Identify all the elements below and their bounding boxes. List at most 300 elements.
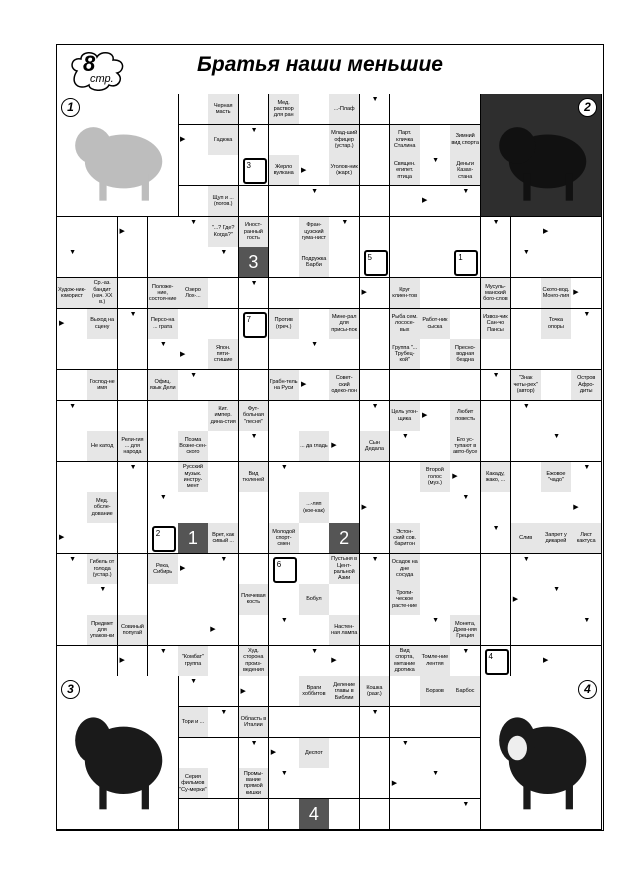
answer-cell[interactable] (208, 615, 239, 646)
answer-cell[interactable] (390, 676, 421, 707)
answer-cell[interactable] (87, 523, 118, 554)
answer-cell[interactable] (360, 94, 391, 125)
answer-cell[interactable] (299, 186, 330, 217)
answer-cell[interactable] (329, 278, 360, 309)
answer-cell[interactable] (450, 584, 481, 615)
answer-cell[interactable] (360, 278, 391, 309)
answer-cell[interactable] (420, 247, 451, 278)
answer-cell[interactable] (541, 554, 572, 585)
answer-cell[interactable] (541, 339, 572, 370)
answer-cell[interactable] (269, 799, 300, 830)
answer-cell[interactable] (541, 492, 572, 523)
answer-cell[interactable] (481, 615, 512, 646)
clue-cell: Озеро Лох-... (178, 278, 209, 309)
answer-cell[interactable] (390, 707, 421, 738)
answer-cell[interactable] (178, 125, 209, 156)
answer-cell[interactable] (239, 799, 270, 830)
answer-cell[interactable] (420, 186, 451, 217)
answer-cell[interactable] (511, 339, 542, 370)
answer-cell[interactable] (118, 462, 149, 493)
answer-cell[interactable] (450, 278, 481, 309)
answer-cell[interactable] (329, 247, 360, 278)
answer-cell[interactable] (299, 462, 330, 493)
answer-cell[interactable] (541, 615, 572, 646)
answer-cell[interactable] (450, 217, 481, 248)
answer-cell[interactable] (481, 401, 512, 432)
arrow-down-icon: ▼ (583, 463, 591, 471)
answer-cell[interactable] (239, 125, 270, 156)
clue-cell: Господ-не имя (87, 370, 118, 401)
answer-cell[interactable] (511, 492, 542, 523)
answer-cell[interactable] (511, 462, 542, 493)
answer-cell[interactable] (329, 217, 360, 248)
answer-cell[interactable] (299, 707, 330, 738)
answer-cell[interactable] (239, 492, 270, 523)
answer-cell[interactable] (481, 646, 512, 677)
clue-cell: ...-Плаф (329, 94, 360, 125)
answer-cell[interactable] (541, 370, 572, 401)
answer-cell[interactable] (450, 462, 481, 493)
arrow-down-icon: ▼ (69, 555, 77, 563)
answer-cell[interactable] (481, 217, 512, 248)
answer-cell[interactable] (118, 278, 149, 309)
answer-cell[interactable] (239, 738, 270, 769)
answer-cell[interactable] (239, 554, 270, 585)
answer-cell[interactable] (178, 738, 209, 769)
answer-cell[interactable] (57, 431, 88, 462)
clue-cell: Персо-на ... грата (148, 309, 179, 340)
answer-cell[interactable] (57, 523, 88, 554)
answer-cell[interactable] (148, 523, 179, 554)
answer-cell[interactable] (269, 431, 300, 462)
answer-cell[interactable] (420, 401, 451, 432)
answer-cell[interactable] (511, 247, 542, 278)
arrow-down-icon: ▼ (250, 433, 258, 441)
answer-cell[interactable] (450, 738, 481, 769)
answer-cell[interactable] (178, 401, 209, 432)
answer-cell[interactable] (57, 217, 88, 248)
answer-cell[interactable] (57, 309, 88, 340)
answer-cell[interactable] (511, 431, 542, 462)
answer-cell[interactable] (360, 462, 391, 493)
answer-cell[interactable] (299, 94, 330, 125)
answer-cell[interactable] (511, 554, 542, 585)
answer-cell[interactable] (239, 615, 270, 646)
answer-cell[interactable] (208, 492, 239, 523)
answer-cell[interactable] (57, 492, 88, 523)
puppy-photo (481, 676, 603, 830)
answer-cell[interactable] (118, 309, 149, 340)
answer-cell[interactable] (541, 646, 572, 677)
answer-cell[interactable] (239, 431, 270, 462)
answer-cell[interactable] (57, 339, 88, 370)
answer-cell[interactable] (329, 738, 360, 769)
clue-cell: Уголов-ник (жарг.) (329, 155, 360, 186)
answer-cell[interactable] (571, 247, 602, 278)
answer-cell[interactable] (178, 615, 209, 646)
answer-cell[interactable] (208, 584, 239, 615)
answer-cell[interactable] (360, 155, 391, 186)
answer-cell[interactable] (571, 462, 602, 493)
answer-cell[interactable] (571, 431, 602, 462)
answer-cell[interactable] (420, 431, 451, 462)
answer-cell[interactable] (239, 370, 270, 401)
answer-cell[interactable] (481, 370, 512, 401)
answer-cell[interactable] (208, 247, 239, 278)
answer-cell[interactable] (299, 523, 330, 554)
answer-cell[interactable] (571, 584, 602, 615)
answer-cell[interactable] (360, 339, 391, 370)
answer-cell[interactable] (360, 523, 391, 554)
answer-cell[interactable] (329, 492, 360, 523)
answer-cell[interactable] (299, 646, 330, 677)
answer-cell[interactable] (571, 615, 602, 646)
answer-cell[interactable] (541, 247, 572, 278)
answer-cell[interactable] (481, 584, 512, 615)
answer-cell[interactable] (208, 278, 239, 309)
answer-cell[interactable] (511, 584, 542, 615)
answer-cell[interactable] (420, 370, 451, 401)
answer-cell[interactable] (178, 186, 209, 217)
answer-cell[interactable] (299, 125, 330, 156)
answer-cell[interactable] (269, 247, 300, 278)
answer-cell[interactable] (329, 186, 360, 217)
answer-cell[interactable] (541, 401, 572, 432)
arrow-right-icon: ▶ (573, 503, 579, 511)
answer-cell[interactable] (360, 554, 391, 585)
answer-cell[interactable] (269, 768, 300, 799)
answer-cell[interactable] (329, 339, 360, 370)
answer-cell[interactable] (390, 462, 421, 493)
answer-cell[interactable] (118, 554, 149, 585)
answer-cell[interactable] (208, 799, 239, 830)
answer-cell[interactable] (390, 247, 421, 278)
answer-cell[interactable] (541, 431, 572, 462)
answer-cell[interactable] (360, 646, 391, 677)
answer-cell[interactable] (178, 247, 209, 278)
answer-cell[interactable] (420, 707, 451, 738)
answer-cell[interactable] (239, 278, 270, 309)
answer-cell[interactable] (208, 738, 239, 769)
answer-cell[interactable] (299, 370, 330, 401)
answer-cell[interactable] (360, 247, 391, 278)
answer-cell[interactable] (450, 247, 481, 278)
clue-cell: Ското-вод. Монго-лия (541, 278, 572, 309)
clue-cell: Борзов (420, 676, 451, 707)
answer-cell[interactable] (269, 125, 300, 156)
answer-cell[interactable] (481, 247, 512, 278)
answer-cell[interactable] (269, 554, 300, 585)
answer-cell[interactable] (420, 278, 451, 309)
answer-cell[interactable] (420, 584, 451, 615)
answer-cell[interactable] (178, 94, 209, 125)
answer-cell[interactable] (208, 370, 239, 401)
answer-cell[interactable] (118, 646, 149, 677)
answer-cell[interactable] (571, 309, 602, 340)
answer-cell[interactable] (571, 646, 602, 677)
answer-cell[interactable] (360, 492, 391, 523)
answer-cell[interactable] (481, 554, 512, 585)
answer-cell[interactable] (269, 186, 300, 217)
answer-cell[interactable] (178, 309, 209, 340)
arrow-down-icon: ▼ (159, 494, 167, 502)
answer-cell[interactable] (390, 217, 421, 248)
answer-cell[interactable] (269, 462, 300, 493)
answer-cell[interactable] (87, 339, 118, 370)
answer-cell[interactable] (269, 492, 300, 523)
answer-cell[interactable] (420, 155, 451, 186)
answer-cell[interactable] (420, 217, 451, 248)
answer-cell[interactable] (571, 492, 602, 523)
answer-cell[interactable] (269, 646, 300, 677)
answer-cell[interactable] (390, 738, 421, 769)
answer-cell[interactable] (329, 462, 360, 493)
answer-cell[interactable] (148, 339, 179, 370)
clue-cell: Пресно-водная бездна (450, 339, 481, 370)
answer-cell[interactable] (360, 309, 391, 340)
answer-cell[interactable] (511, 401, 542, 432)
answer-cell[interactable] (269, 707, 300, 738)
arrow-right-icon: ▶ (301, 381, 307, 389)
answer-cell[interactable] (208, 155, 239, 186)
answer-cell[interactable] (269, 676, 300, 707)
answer-cell[interactable] (420, 523, 451, 554)
answer-cell[interactable] (208, 707, 239, 738)
answer-cell[interactable] (118, 523, 149, 554)
answer-cell[interactable] (208, 554, 239, 585)
answer-cell[interactable] (481, 492, 512, 523)
answer-cell[interactable] (450, 707, 481, 738)
answer-cell[interactable] (87, 646, 118, 677)
answer-cell[interactable] (269, 401, 300, 432)
answer-cell[interactable] (118, 584, 149, 615)
answer-cell[interactable] (541, 584, 572, 615)
answer-cell[interactable] (481, 523, 512, 554)
answer-cell[interactable] (360, 584, 391, 615)
clue-cell: Какаду, жако, ... (481, 462, 512, 493)
answer-cell[interactable] (239, 523, 270, 554)
answer-cell[interactable] (299, 309, 330, 340)
answer-cell[interactable] (148, 462, 179, 493)
answer-cell[interactable] (420, 615, 451, 646)
clue-cell: Совиный попугай (118, 615, 149, 646)
answer-cell[interactable] (420, 799, 451, 830)
answer-cell[interactable] (87, 584, 118, 615)
answer-cell[interactable] (178, 676, 209, 707)
answer-cell[interactable] (239, 339, 270, 370)
answer-cell[interactable] (239, 94, 270, 125)
answer-cell[interactable] (269, 615, 300, 646)
answer-cell[interactable] (511, 615, 542, 646)
answer-cell[interactable] (360, 768, 391, 799)
answer-cell[interactable] (178, 492, 209, 523)
answer-cell[interactable] (360, 707, 391, 738)
answer-cell[interactable] (329, 401, 360, 432)
answer-cell[interactable] (178, 554, 209, 585)
answer-cell[interactable] (481, 431, 512, 462)
answer-cell[interactable] (450, 799, 481, 830)
answer-cell[interactable] (541, 217, 572, 248)
arrow-down-icon: ▼ (190, 678, 198, 686)
answer-cell[interactable] (87, 462, 118, 493)
answer-cell[interactable] (511, 646, 542, 677)
answer-cell[interactable] (57, 462, 88, 493)
answer-cell[interactable] (239, 309, 270, 340)
answer-cell[interactable] (57, 554, 88, 585)
answer-cell[interactable] (57, 646, 88, 677)
clue-cell: Мед. раствор для ран (269, 94, 300, 125)
answer-cell[interactable] (420, 339, 451, 370)
answer-cell[interactable] (178, 584, 209, 615)
answer-cell[interactable] (390, 370, 421, 401)
answer-cell[interactable] (420, 738, 451, 769)
answer-cell[interactable] (360, 738, 391, 769)
answer-cell[interactable] (57, 401, 88, 432)
answer-cell[interactable] (390, 94, 421, 125)
answer-cell[interactable] (208, 676, 239, 707)
answer-cell[interactable] (360, 186, 391, 217)
answer-cell[interactable] (511, 217, 542, 248)
answer-cell[interactable] (450, 94, 481, 125)
answer-cell[interactable] (178, 370, 209, 401)
answer-cell[interactable] (87, 247, 118, 278)
answer-cell[interactable] (148, 646, 179, 677)
answer-cell[interactable] (118, 370, 149, 401)
answer-cell[interactable] (299, 278, 330, 309)
answer-cell[interactable] (208, 309, 239, 340)
answer-cell[interactable] (208, 768, 239, 799)
answer-cell[interactable] (511, 278, 542, 309)
answer-cell[interactable] (299, 768, 330, 799)
answer-cell[interactable] (118, 217, 149, 248)
answer-cell[interactable] (390, 799, 421, 830)
answer-cell[interactable] (148, 217, 179, 248)
answer-cell[interactable] (118, 401, 149, 432)
answer-cell[interactable] (299, 339, 330, 370)
answer-cell[interactable] (299, 554, 330, 585)
answer-cell[interactable] (118, 339, 149, 370)
answer-cell[interactable] (420, 554, 451, 585)
answer-cell[interactable] (571, 278, 602, 309)
clue-cell: Подружка Барби (299, 247, 330, 278)
answer-cell[interactable] (329, 707, 360, 738)
answer-cell[interactable] (239, 186, 270, 217)
answer-cell[interactable] (299, 615, 330, 646)
answer-cell[interactable] (329, 768, 360, 799)
answer-cell[interactable] (390, 186, 421, 217)
answer-cell[interactable] (450, 523, 481, 554)
answer-cell[interactable] (511, 309, 542, 340)
clue-cell: Лист кактуса (571, 523, 602, 554)
answer-cell[interactable] (208, 431, 239, 462)
clue-cell: Деспот (299, 738, 330, 769)
answer-cell[interactable] (178, 217, 209, 248)
answer-cell[interactable] (148, 401, 179, 432)
answer-cell[interactable] (57, 615, 88, 646)
answer-cell[interactable] (87, 401, 118, 432)
answer-cell[interactable] (269, 217, 300, 248)
answer-cell[interactable] (148, 615, 179, 646)
answer-cell[interactable] (269, 278, 300, 309)
answer-cell[interactable] (329, 799, 360, 830)
answer-cell[interactable] (360, 401, 391, 432)
answer-cell[interactable] (299, 155, 330, 186)
arrow-down-icon: ▼ (432, 770, 440, 778)
answer-cell[interactable] (360, 125, 391, 156)
answer-cell[interactable] (57, 584, 88, 615)
answer-cell[interactable] (571, 339, 602, 370)
key-letter-number: 7 (246, 314, 251, 324)
answer-cell[interactable] (450, 554, 481, 585)
arrow-right-icon: ▶ (331, 657, 337, 664)
answer-cell[interactable] (390, 431, 421, 462)
answer-cell[interactable] (420, 492, 451, 523)
answer-cell[interactable] (450, 768, 481, 799)
answer-cell[interactable] (390, 615, 421, 646)
answer-cell[interactable] (329, 431, 360, 462)
answer-cell[interactable] (118, 247, 149, 278)
answer-cell[interactable] (239, 676, 270, 707)
answer-cell[interactable] (360, 370, 391, 401)
answer-cell[interactable] (481, 339, 512, 370)
answer-cell[interactable] (57, 370, 88, 401)
answer-cell[interactable] (450, 646, 481, 677)
clue-cell: Священ. египет. птица (390, 155, 421, 186)
answer-cell[interactable] (329, 584, 360, 615)
answer-cell[interactable] (208, 646, 239, 677)
answer-cell[interactable] (178, 799, 209, 830)
answer-cell[interactable] (450, 309, 481, 340)
answer-cell[interactable] (208, 462, 239, 493)
answer-cell[interactable] (148, 431, 179, 462)
answer-cell[interactable] (87, 217, 118, 248)
arrow-down-icon: ▼ (341, 218, 349, 226)
answer-cell[interactable] (118, 492, 149, 523)
puppy-photo (57, 676, 179, 830)
answer-cell[interactable] (390, 768, 421, 799)
answer-cell[interactable] (360, 799, 391, 830)
answer-cell[interactable] (571, 554, 602, 585)
clue-cell: "Комбат" группа (178, 646, 209, 677)
answer-cell[interactable] (420, 768, 451, 799)
answer-cell[interactable] (269, 339, 300, 370)
answer-cell[interactable] (269, 738, 300, 769)
answer-cell[interactable] (420, 125, 451, 156)
answer-cell[interactable] (450, 186, 481, 217)
answer-cell[interactable] (239, 155, 270, 186)
answer-cell[interactable] (148, 492, 179, 523)
answer-cell[interactable] (571, 217, 602, 248)
answer-cell[interactable] (420, 94, 451, 125)
answer-cell[interactable] (178, 339, 209, 370)
answer-cell[interactable] (360, 217, 391, 248)
arrow-right-icon: ▶ (512, 595, 519, 603)
answer-cell[interactable] (571, 401, 602, 432)
answer-cell[interactable] (269, 584, 300, 615)
arrow-right-icon: ▶ (59, 319, 65, 327)
answer-cell[interactable] (450, 492, 481, 523)
answer-cell[interactable] (450, 370, 481, 401)
answer-cell[interactable] (299, 401, 330, 432)
answer-cell[interactable] (360, 615, 391, 646)
arrow-down-icon: ▼ (371, 402, 379, 410)
answer-cell[interactable] (148, 584, 179, 615)
answer-cell[interactable] (178, 155, 209, 186)
answer-cell[interactable] (57, 247, 88, 278)
answer-cell[interactable] (148, 247, 179, 278)
answer-cell[interactable] (390, 492, 421, 523)
answer-cell[interactable] (329, 646, 360, 677)
